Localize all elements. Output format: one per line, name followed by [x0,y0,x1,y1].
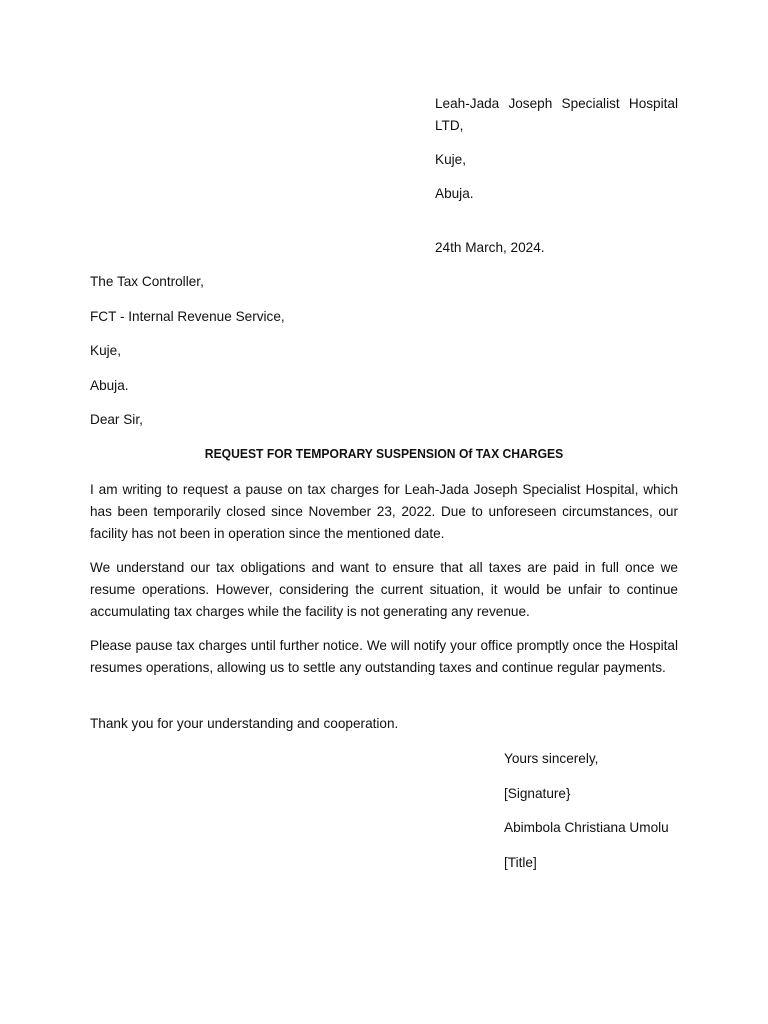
recipient-town: Kuje, [90,343,121,358]
valediction: Yours sincerely, [504,751,599,766]
recipient-office: FCT - Internal Revenue Service, [90,309,285,324]
signer-title: [Title] [504,855,537,870]
recipient-title: The Tax Controller, [90,274,204,289]
recipient-city: Abuja. [90,378,129,393]
sender-city: Abuja. [435,186,474,201]
salutation: Dear Sir, [90,412,143,427]
body-paragraph-4: Thank you for your understanding and cooperation. [90,716,399,731]
body-paragraph-1: I am writing to request a pause on tax charges for Leah-Jada Joseph Specialist Hospital, which has been temporarily closed since November 23, 2022. Due to unforeseen circumstances, our facility has not been in operation since the mentioned date. [90,482,678,541]
letter-date: 24th March, 2024. [435,240,545,255]
signature-placeholder: [Signature} [504,786,571,801]
sender-address [435,93,678,137]
body-paragraph-2: We understand our tax obligations and want to ensure that all taxes are paid in full once we resume operations. However, considering the current situation, it would be unfair to continue accumulating tax charges while the facility is not generating any revenue. [90,560,678,619]
subject-heading: REQUEST FOR TEMPORARY SUSPENSION Of TAX CHARGES [204,446,564,461]
signer-name: Abimbola Christiana Umolu [504,820,669,835]
sender-town: Kuje, [435,152,466,167]
body-paragraph-3: Please pause tax charges until further notice. We will notify your office promptly once the Hospital resumes operations, allowing us to settle any outstanding taxes and continue regular payments. [90,638,678,675]
sender-name: Leah-Jada Joseph Specialist Hospital LTD, [435,96,678,133]
